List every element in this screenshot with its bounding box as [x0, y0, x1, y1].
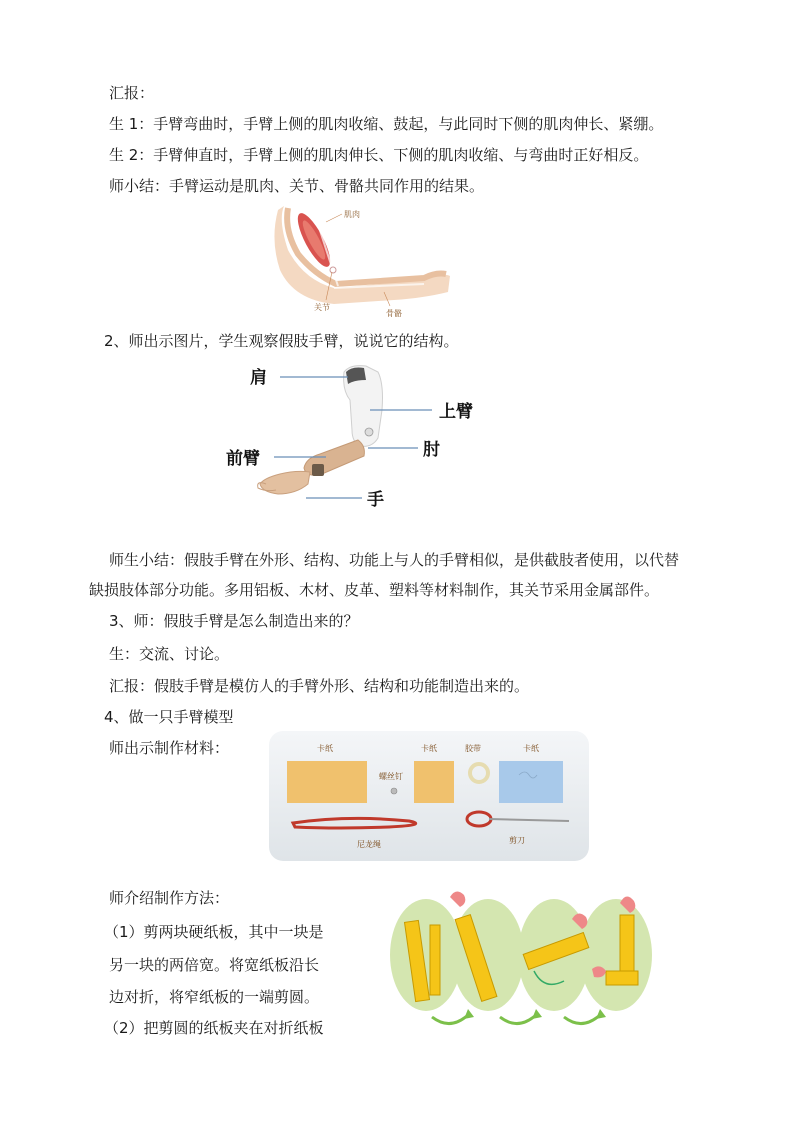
label-joint: 关节 — [314, 303, 330, 312]
label-rope: 尼龙绳 — [357, 840, 381, 849]
step-1-line-1: （1）剪两块硬纸板，其中一块是 — [104, 923, 324, 941]
label-scissors: 剪刀 — [509, 836, 525, 845]
step-4-heading: 4、做一只手臂模型 — [104, 708, 234, 726]
arm-anatomy-figure — [274, 200, 454, 318]
step-3-question: 3、师：假肢手臂是怎么制造出来的？ — [109, 612, 359, 630]
materials-intro: 师出示制作材料： — [109, 739, 230, 757]
prosthetic-arm-figure — [226, 360, 496, 510]
label-card-3: 卡纸 — [523, 744, 539, 753]
label-elbow: 肘 — [423, 440, 440, 460]
label-muscle: 肌肉 — [344, 210, 360, 219]
report-conclusion: 汇报：假肢手臂是模仿人的手臂外形、结构和功能制造出来的。 — [109, 677, 530, 695]
teacher-student-summary-line-2: 缺损肢体部分功能。多用铝板、木材、皮革、塑料等材料制作，其关节采用金属部件。 — [89, 581, 660, 599]
label-screw: 螺丝钉 — [379, 772, 403, 781]
materials-figure — [269, 731, 589, 861]
label-hand: 手 — [367, 490, 384, 510]
method-intro: 师介绍制作方法： — [109, 889, 230, 907]
label-upper-arm: 上臂 — [439, 402, 473, 422]
label-shoulder: 肩 — [250, 368, 267, 388]
student-discuss: 生：交流、讨论。 — [109, 645, 230, 663]
method-steps-figure — [384, 885, 664, 1035]
step-1-line-3: 边对折，将窄纸板的一端剪圆。 — [109, 988, 320, 1006]
label-bone: 骨骼 — [386, 309, 402, 318]
report-heading-1: 汇报： — [109, 84, 155, 102]
teacher-student-summary-line-1: 师生小结：假肢手臂在外形、结构、功能上与人的手臂相似，是供截肢者使用，以代替 — [109, 551, 680, 569]
student1-statement: 生 1：手臂弯曲时，手臂上侧的肌肉收缩、鼓起，与此同时下侧的肌肉伸长、紧绷。 — [109, 115, 664, 133]
step-2-line-1: （2）把剪圆的纸板夹在对折纸板 — [104, 1019, 324, 1037]
label-forearm: 前臂 — [226, 449, 260, 469]
label-card-2: 卡纸 — [421, 744, 437, 753]
step-2-prompt: 2、师出示图片，学生观察假肢手臂，说说它的结构。 — [104, 332, 459, 350]
student2-statement: 生 2：手臂伸直时，手臂上侧的肌肉伸长、下侧的肌肉收缩、与弯曲时正好相反。 — [109, 146, 649, 164]
label-tape: 胶带 — [465, 744, 481, 753]
teacher-summary-1: 师小结：手臂运动是肌肉、关节、骨骼共同作用的结果。 — [109, 177, 485, 195]
step-1-line-2: 另一块的两倍宽。将宽纸板沿长 — [109, 956, 320, 974]
label-card-1: 卡纸 — [317, 744, 333, 753]
